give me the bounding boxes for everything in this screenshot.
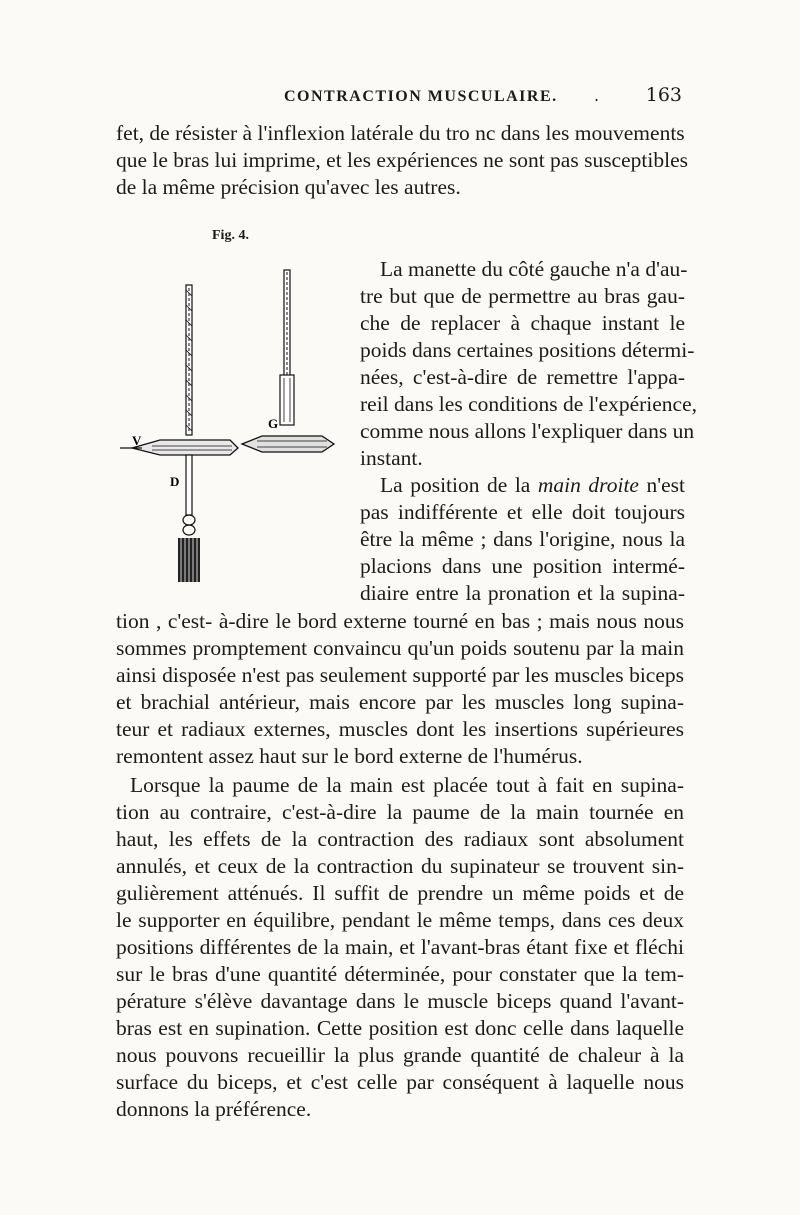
text-line: que le bras lui imprime, et les expériences ne sont pas susceptibles [116, 148, 688, 172]
text-line: gulièrement atténués. Il suffit de prendre un même poids et de [116, 881, 684, 905]
text-line: reil dans les conditions de l'expérience, [360, 392, 698, 416]
text-line: sur le bras d'une quantité déterminée, pour constater que la tem- [116, 962, 684, 986]
text-line: Lorsque la paume de la main est placée tout à fait en supina- [130, 773, 684, 797]
running-title: CONTRACTION MUSCULAIRE. [284, 88, 558, 105]
right-disc [242, 436, 334, 452]
text-line: remontent assez haut sur le bord externe de l'humérus. [116, 744, 583, 768]
left-weight [178, 538, 200, 582]
page-number: 163 [645, 84, 682, 106]
apparatus-drawing [112, 250, 352, 600]
left-lower-rod [183, 455, 195, 535]
text-line: surface du biceps, et c'est celle par conséquent à laquelle nous [116, 1070, 684, 1094]
figure-label-g: G [268, 416, 279, 431]
text-line: ainsi disposée n'est pas seulement supporté par les muscles biceps [116, 663, 684, 687]
figure-label-d: D [170, 474, 180, 489]
text-line: teur et radiaux externes, muscles dont les insertions supérieures [116, 717, 684, 741]
figure-apparatus [112, 250, 352, 600]
figure-label-v: V [132, 433, 142, 448]
text-line: pas indifférente et elle doit toujours [360, 500, 685, 524]
text-line: placions dans une position intermé- [360, 554, 685, 578]
italic-term: main droite [537, 473, 639, 497]
text-line: annulés, et ceux de la contraction du supinateur se trouvent sin- [116, 854, 684, 878]
text-run: n'est [638, 473, 685, 497]
text-line: che de replacer à chaque instant le [360, 311, 685, 335]
text-line: bras est en supination. Cette position est donc celle dans laquelle [116, 1016, 684, 1040]
text-line: positions différentes de la main, et l'avant-bras étant fixe et fléchi [116, 935, 684, 959]
text-line: instant. [360, 446, 423, 470]
text-line: diaire entre la pronation et la supina- [360, 581, 685, 605]
text-line: donnons la préférence. [116, 1097, 312, 1121]
text-line-with-italic [380, 472, 685, 498]
text-line: La manette du côté gauche n'a d'au- [380, 257, 688, 281]
header-dot: . [594, 86, 600, 105]
text-line: nées, c'est-à-dire de remettre l'appa- [360, 365, 685, 389]
left-rod [186, 285, 192, 435]
text-line: et brachial antérieur, mais encore par les muscles long supina- [116, 690, 684, 714]
text-line: être la même ; dans l'origine, nous la [360, 527, 685, 551]
text-line: comme nous allons l'expliquer dans un [360, 419, 695, 443]
text-line: poids dans certaines positions détermi- [360, 338, 695, 362]
text-run: La position de la [380, 473, 538, 497]
text-line: tion au contraire, c'est-à-dire la paume de la main tournée en [116, 800, 684, 824]
text-line: tion , c'est- à-dire le bord externe tourné en bas ; mais nous nous [116, 609, 684, 633]
text-line: de la même précision qu'avec les autres. [116, 175, 461, 199]
text-line: haut, les effets de la contraction des radiaux sont absolument [116, 827, 684, 851]
text-line: fet, de résister à l'inflexion latérale du tro nc dans les mouvements [116, 121, 685, 145]
text-line: tre but que de permettre au bras gau- [360, 284, 685, 308]
figure-caption: Fig. 4. [212, 228, 249, 243]
right-rod [280, 270, 294, 425]
text-line: pérature s'élève davantage dans le muscle biceps quand l'avant- [116, 989, 684, 1013]
text-line: sommes promptement convaincu qu'un poids soutenu par la main [116, 636, 684, 660]
page-header [116, 84, 684, 112]
text-line: le supporter en équilibre, pendant le même temps, dans ces deux [116, 908, 684, 932]
text-line: nous pouvons recueillir la plus grande quantité de chaleur à la [116, 1043, 684, 1067]
